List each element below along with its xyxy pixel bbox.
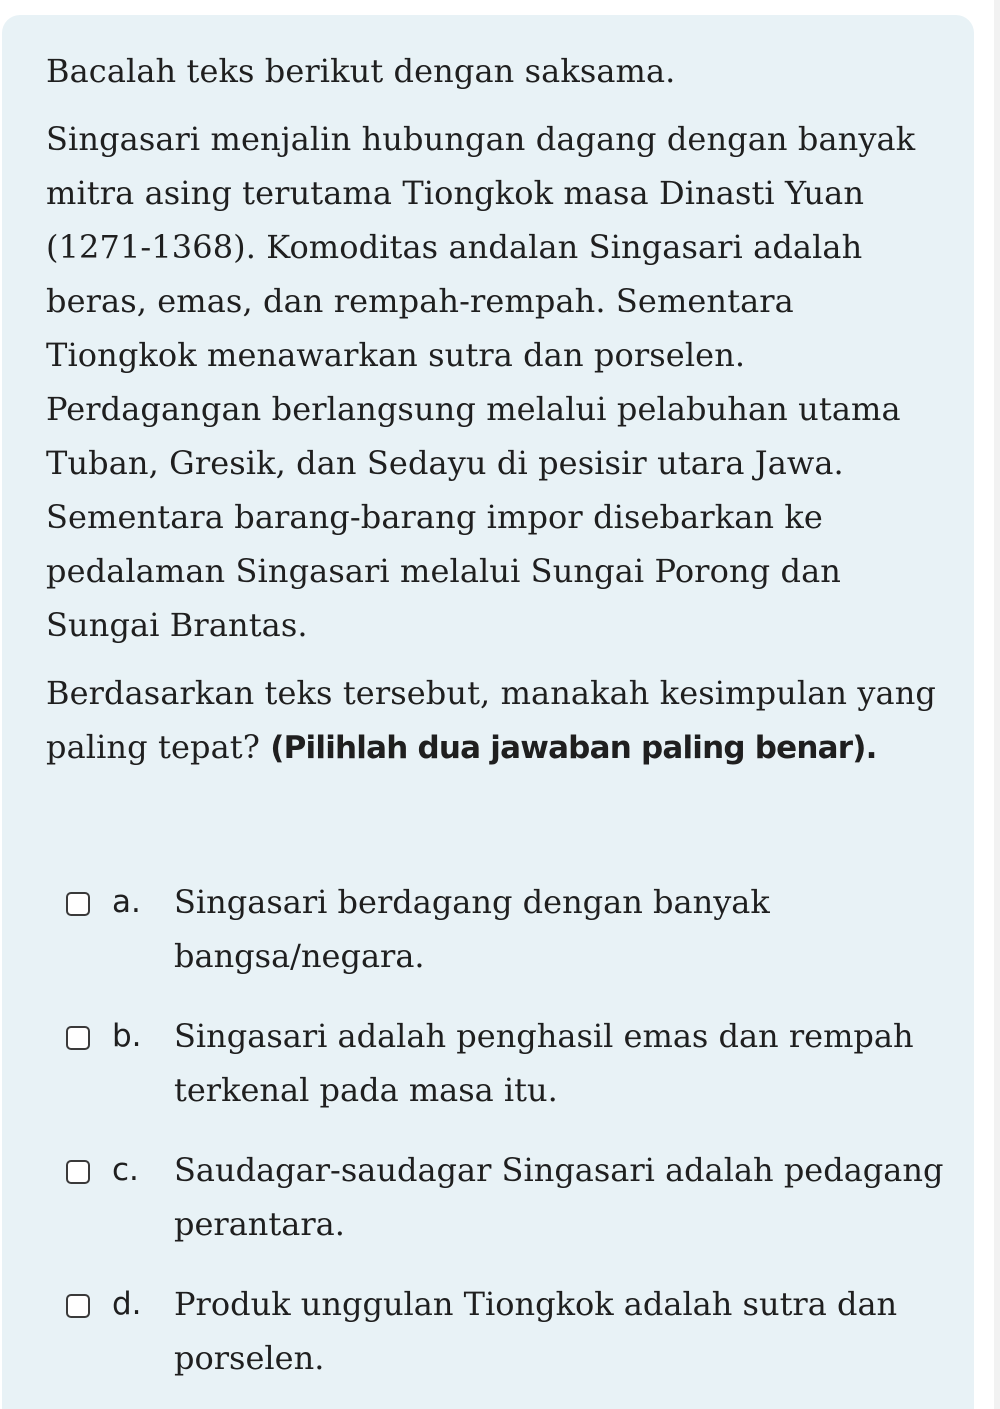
reading-passage: Singasari menjalin hubungan dagang dengan banyak mitra asing terutama Tiongkok masa Dinasti Yuan (1271-1368). Komoditas andalan Singasari adalah beras, emas, dan rempah-rempah. Sementara Tiongkok menawarkan sutra dan porselen. Perdagangan berlangsung melalui pelabuhan utama Tuban, Gresik, dan Sedayu di pesisir utara Jawa. Sementara barang-barang impor disebarkan ke pedalaman Singasari melalui Sungai Porong dan Sungai Brantas.: [46, 120, 916, 644]
question-instruction: (Pilihlah dua jawaban paling benar).: [270, 730, 877, 766]
option-c-letter: c.: [112, 1152, 139, 1188]
question-prompt: Berdasarkan teks tersebut, manakah kesimpulan yang paling tepat?: [46, 674, 937, 766]
question-prompt-block: [46, 666, 946, 775]
option-b-checkbox[interactable]: [66, 1026, 90, 1050]
option-d-letter: d.: [112, 1286, 142, 1322]
option-d-text[interactable]: Produk unggulan Tiongkok adalah sutra dan porselen.: [174, 1285, 898, 1377]
option-a-checkbox[interactable]: [66, 892, 90, 916]
option-c[interactable]: [66, 1143, 946, 1251]
option-a-letter: a.: [112, 884, 141, 920]
question-content: [46, 44, 946, 775]
option-a-text[interactable]: Singasari berdagang dengan banyak bangsa/negara.: [174, 883, 770, 975]
answer-options: [66, 875, 946, 1409]
option-b-letter: b.: [112, 1018, 142, 1054]
option-a[interactable]: [66, 875, 946, 983]
option-d-checkbox[interactable]: [66, 1294, 90, 1318]
scrollbar[interactable]: [994, 0, 1000, 1409]
option-b[interactable]: [66, 1009, 946, 1117]
option-b-text[interactable]: Singasari adalah penghasil emas dan rempah terkenal pada masa itu.: [174, 1017, 914, 1109]
option-d[interactable]: [66, 1277, 946, 1385]
question-intro: Bacalah teks berikut dengan saksama.: [46, 52, 676, 90]
option-c-text[interactable]: Saudagar-saudagar Singasari adalah pedagang perantara.: [174, 1151, 944, 1243]
option-c-checkbox[interactable]: [66, 1160, 90, 1184]
